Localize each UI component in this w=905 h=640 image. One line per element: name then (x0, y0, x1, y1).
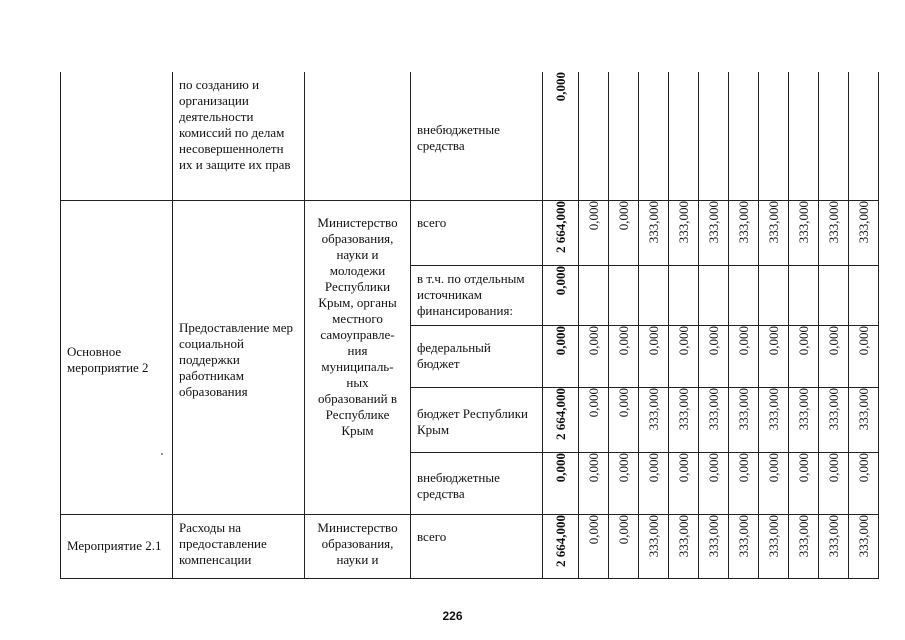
year-value: 333,000 (735, 514, 751, 557)
year-cell (819, 325, 849, 387)
year-value: 333,000 (705, 200, 721, 243)
year-value: 333,000 (675, 200, 691, 243)
year-value: 333,000 (765, 387, 781, 430)
total-cell (543, 72, 579, 200)
year-value: 333,000 (765, 200, 781, 243)
year-value: 0,000 (855, 325, 871, 355)
year-value: 0,000 (735, 452, 751, 482)
source-cell (411, 387, 543, 452)
year-value: 333,000 (795, 514, 811, 557)
year-value: 0,000 (735, 325, 751, 355)
activity-description: Предоставление мер социальной поддержки работникам образования (179, 319, 293, 399)
year-cell (579, 72, 609, 200)
table-row (61, 72, 879, 200)
year-cell (729, 514, 759, 578)
source-cell (411, 325, 543, 387)
description-cell (173, 514, 305, 578)
year-cell (639, 72, 669, 200)
year-cell (669, 265, 699, 325)
source-cell (411, 72, 543, 200)
year-cell (729, 452, 759, 514)
year-cell (849, 200, 879, 265)
year-cell (579, 387, 609, 452)
year-value: 333,000 (675, 514, 691, 557)
source-cell (411, 265, 543, 325)
year-cell (609, 452, 639, 514)
year-cell (759, 514, 789, 578)
total-cell (543, 265, 579, 325)
year-value: 333,000 (795, 200, 811, 243)
year-value: 0,000 (615, 387, 631, 417)
table-row (61, 200, 879, 265)
year-cell (699, 387, 729, 452)
year-cell (729, 265, 759, 325)
year-value: 0,000 (675, 325, 691, 355)
total-value: 0,000 (552, 265, 568, 295)
executor-cell (305, 514, 411, 578)
year-value: 333,000 (765, 514, 781, 557)
year-value: 333,000 (645, 387, 661, 430)
year-cell (699, 200, 729, 265)
year-cell (819, 72, 849, 200)
year-value: 0,000 (765, 452, 781, 482)
year-cell (789, 387, 819, 452)
year-cell (759, 265, 789, 325)
year-value: 333,000 (795, 387, 811, 430)
year-value: 333,000 (855, 387, 871, 430)
year-cell (759, 200, 789, 265)
total-value: 2 664,000 (552, 387, 568, 440)
year-value: 333,000 (825, 514, 841, 557)
total-value: 2 664,000 (552, 200, 568, 253)
year-cell (759, 72, 789, 200)
total-value: 0,000 (552, 72, 568, 102)
year-cell (609, 325, 639, 387)
year-cell (699, 514, 729, 578)
year-cell (609, 265, 639, 325)
activity-description: по созданию и организации деятельности комиссий по делам несовершеннолетн их и защите их прав (179, 77, 291, 172)
year-cell (819, 452, 849, 514)
year-cell (579, 514, 609, 578)
year-value: 0,000 (795, 452, 811, 482)
year-cell (729, 325, 759, 387)
year-cell (639, 265, 669, 325)
year-cell (849, 72, 879, 200)
year-cell (699, 325, 729, 387)
year-cell (699, 452, 729, 514)
year-cell (789, 325, 819, 387)
year-value: 0,000 (585, 514, 601, 544)
year-cell (789, 452, 819, 514)
year-cell (759, 387, 789, 452)
table-body (61, 72, 879, 578)
total-value: 0,000 (552, 452, 568, 482)
year-cell (579, 200, 609, 265)
total-cell (543, 452, 579, 514)
year-value: 333,000 (855, 514, 871, 557)
year-cell (639, 387, 669, 452)
year-cell (819, 265, 849, 325)
year-value: 0,000 (795, 325, 811, 355)
year-cell (819, 387, 849, 452)
total-value: 2 664,000 (552, 514, 568, 567)
year-cell (609, 200, 639, 265)
year-value: 333,000 (705, 387, 721, 430)
activity-label-cell (61, 72, 173, 200)
year-cell (819, 514, 849, 578)
year-cell (609, 514, 639, 578)
description-cell (173, 200, 305, 514)
year-cell (699, 265, 729, 325)
year-cell (729, 72, 759, 200)
description-cell (173, 72, 305, 200)
year-value: 0,000 (825, 452, 841, 482)
year-cell (609, 72, 639, 200)
year-value: 0,000 (585, 200, 601, 230)
year-cell (759, 325, 789, 387)
year-cell (579, 265, 609, 325)
year-cell (789, 72, 819, 200)
year-cell (669, 514, 699, 578)
year-value: 0,000 (645, 325, 661, 355)
year-cell (789, 265, 819, 325)
year-value: 0,000 (705, 452, 721, 482)
year-cell (849, 265, 879, 325)
year-cell (639, 200, 669, 265)
activity-description: Расходы на предоставление компенсации (179, 519, 267, 567)
funding-source: в т.ч. по отдельным источникам финансирования: (417, 270, 525, 318)
scan-speck (161, 453, 163, 455)
funding-source: бюджет Республики Крым (417, 406, 529, 437)
page-number: 226 (442, 609, 463, 623)
year-value: 333,000 (735, 387, 751, 430)
year-value: 0,000 (615, 200, 631, 230)
year-value: 0,000 (705, 325, 721, 355)
year-cell (669, 325, 699, 387)
source-cell (411, 514, 543, 578)
year-cell (669, 452, 699, 514)
funding-source: внебюджетные средства (417, 122, 500, 154)
year-cell (639, 514, 669, 578)
source-cell (411, 200, 543, 265)
activity-label: Мероприятие 2.1 (67, 538, 162, 553)
year-value: 0,000 (615, 514, 631, 544)
year-cell (849, 452, 879, 514)
year-value: 0,000 (585, 325, 601, 355)
year-value: 0,000 (825, 325, 841, 355)
year-value: 333,000 (675, 387, 691, 430)
funding-source: всего (417, 214, 447, 230)
funding-source: всего (417, 528, 447, 544)
year-value: 333,000 (825, 387, 841, 430)
executor-cell (305, 72, 411, 200)
year-cell (669, 200, 699, 265)
funding-source: внебюджетные средства (417, 469, 500, 501)
year-value: 0,000 (585, 387, 601, 417)
year-cell (849, 325, 879, 387)
year-value: 0,000 (765, 325, 781, 355)
executor (305, 72, 410, 77)
year-cell (759, 452, 789, 514)
year-cell (789, 514, 819, 578)
year-value: 0,000 (615, 452, 631, 482)
executor: Министерство образования, науки и молодежи Республики Крым, органы местного самоуправле-ния муниципаль-ных образований в Республике Крым (317, 214, 398, 438)
year-cell (789, 200, 819, 265)
year-cell (669, 387, 699, 452)
year-cell (729, 387, 759, 452)
total-cell (543, 387, 579, 452)
year-value: 333,000 (645, 514, 661, 557)
year-cell (819, 200, 849, 265)
activity-label: Основное мероприятие 2 (67, 343, 149, 375)
year-cell (849, 514, 879, 578)
year-cell (729, 200, 759, 265)
year-value: 333,000 (855, 200, 871, 243)
activity-label (61, 72, 172, 77)
year-cell (669, 72, 699, 200)
executor-cell (305, 200, 411, 514)
year-cell (579, 325, 609, 387)
year-cell (639, 325, 669, 387)
year-value: 0,000 (645, 452, 661, 482)
activity-label-cell (61, 514, 173, 578)
year-cell (639, 452, 669, 514)
year-value: 333,000 (825, 200, 841, 243)
year-value: 333,000 (645, 200, 661, 243)
total-cell (543, 514, 579, 578)
budget-table (60, 72, 879, 579)
year-value: 0,000 (675, 452, 691, 482)
year-cell (849, 387, 879, 452)
executor: Министерство образования, науки и (317, 519, 398, 567)
year-value: 0,000 (855, 452, 871, 482)
year-value: 0,000 (615, 325, 631, 355)
total-cell (543, 200, 579, 265)
table-row (61, 514, 879, 578)
total-value: 0,000 (552, 325, 568, 355)
year-value: 0,000 (585, 452, 601, 482)
activity-label-cell (61, 200, 173, 514)
year-cell (699, 72, 729, 200)
source-cell (411, 452, 543, 514)
funding-source: федеральный бюджет (417, 339, 491, 371)
year-value: 333,000 (735, 200, 751, 243)
year-cell (579, 452, 609, 514)
year-cell (609, 387, 639, 452)
total-cell (543, 325, 579, 387)
year-value: 333,000 (705, 514, 721, 557)
